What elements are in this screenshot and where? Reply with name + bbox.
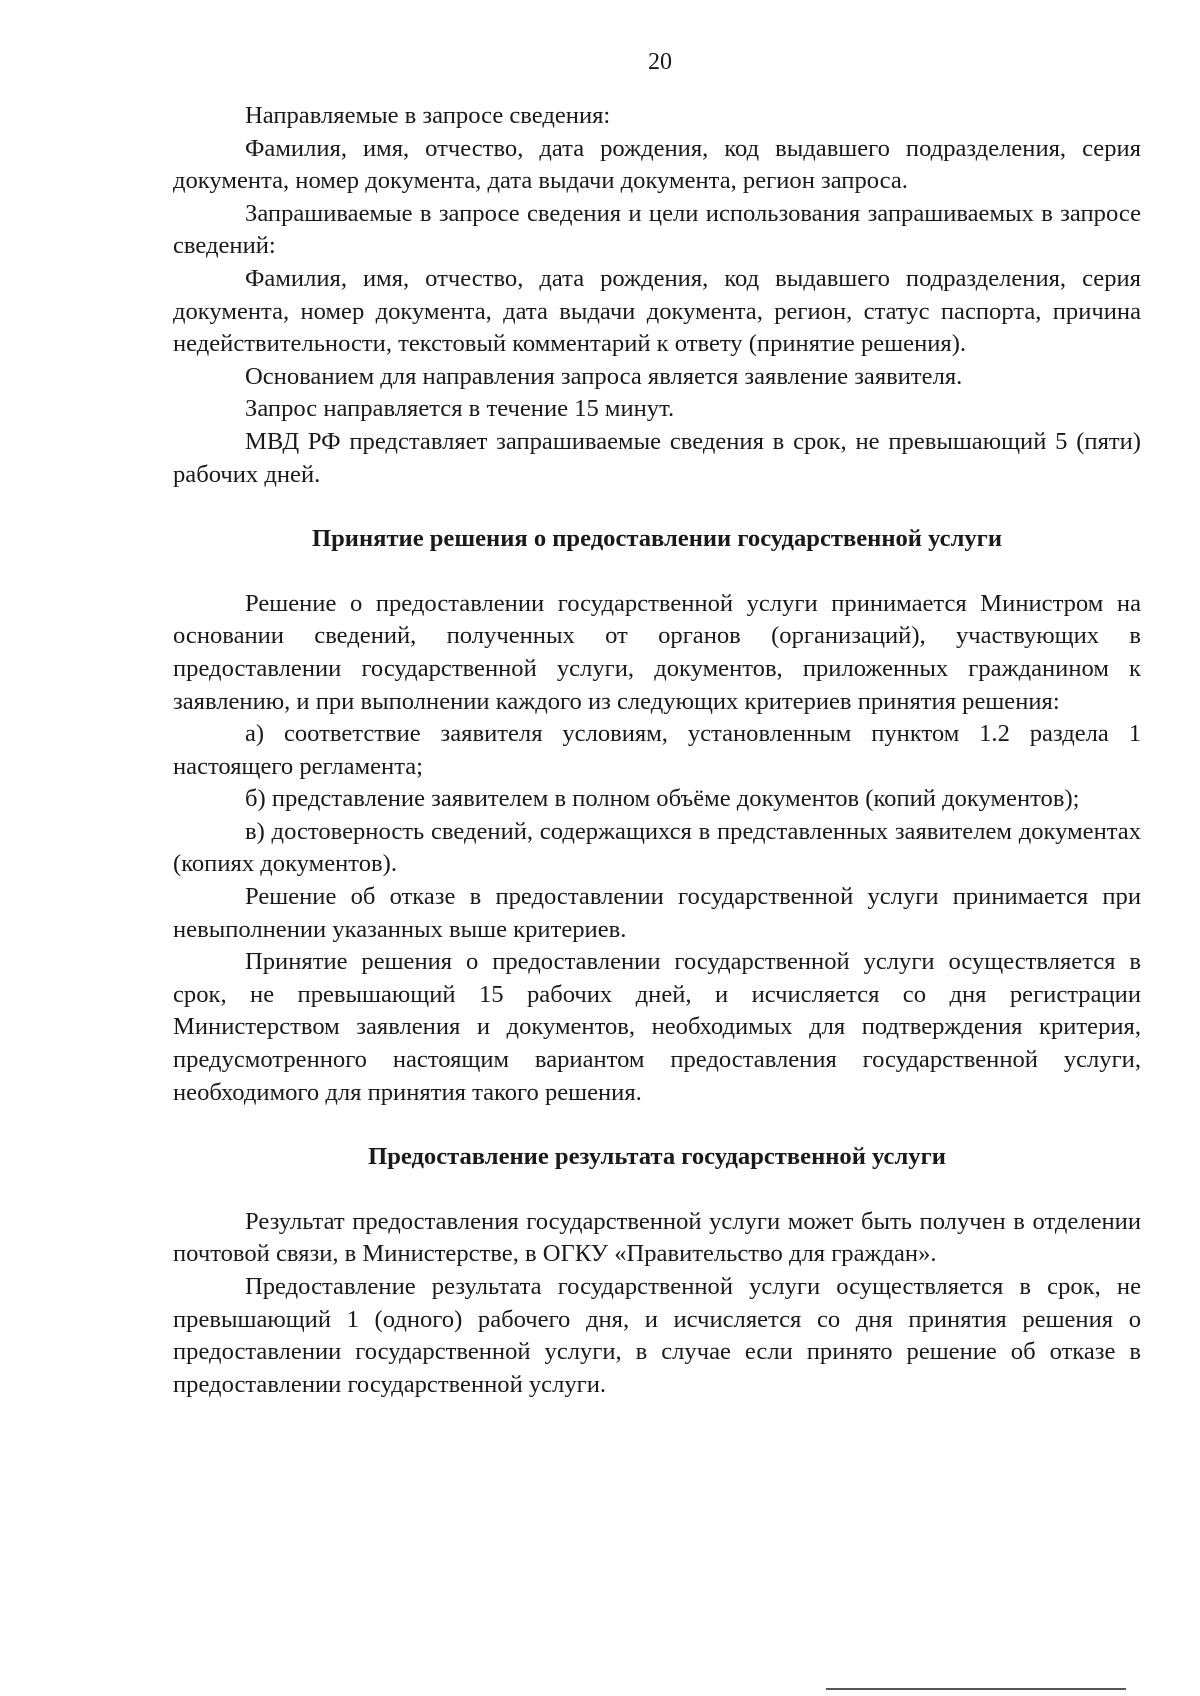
paragraph: Направляемые в запросе сведения: [245,102,611,129]
spacer [173,556,1141,588]
paragraph: Фамилия, имя, отчество, дата рождения, код выдавшего подразделения, серия документа, номер документа, дата выдачи документа, регион запроса. [173,134,1141,195]
document-body [173,100,1141,1401]
paragraph: Предоставление результата государственной услуги осуществляется в срок, не превышающий 1 (одного) рабочего дня, и исчисляется со дня принятия решения о предоставлении государственной услуги, в случае если принято решение об отказе в предоставлении государственной услуги. [173,1273,1141,1398]
paragraph: Запрос направляется в течение 15 минут. [245,395,675,423]
paragraph: а) соответствие заявителя условиям, установленным пунктом 1.2 раздела 1 настоящего регламента; [173,720,1141,780]
spacer [173,1174,1141,1206]
section-heading-decision: Принятие решения о предоставлении государственной услуги [311,525,1003,553]
paragraph: Решение о предоставлении государственной услуги принимается Министром на основании сведений, полученных от органов (организаций), участвующих в предоставлении государственной услуги, документов, приложенных гражданином к заявлению, и при выполнении каждого из следующих критериев принятия решения: [173,589,1141,715]
paragraph: МВД РФ представляет запрашиваемые сведения в срок, не превышающий 5 (пяти) рабочих дней. [173,427,1141,488]
spacer [173,1109,1141,1141]
paragraph: в) достоверность сведений, содержащихся в представленных заявителем документах (копиях документов). [173,817,1141,878]
section-heading-result: Предоставление результата государственной услуги [368,1143,946,1171]
paragraph: Запрашиваемые в запросе сведения и цели использования запрашиваемых в запросе сведений: [173,199,1141,260]
paragraph: Решение об отказе в предоставлении государственной услуги принимается при невыполнении указанных выше критериев. [173,883,1141,943]
paragraph: Результат предоставления государственной услуги может быть получен в отделении почтовой связи, в Министерстве, в ОГКУ «Правительство для граждан». [173,1207,1141,1268]
paragraph: Фамилия, имя, отчество, дата рождения, код выдавшего подразделения, серия документа, номер документа, дата выдачи документа, регион, статус паспорта, причина недействительности, текстовый комментарий к ответу (принятие решения). [173,264,1141,358]
paragraph: Основанием для направления запроса является заявление заявителя. [245,362,963,390]
footer-rule [826,1688,1126,1690]
spacer [173,491,1141,523]
paragraph: Принятие решения о предоставлении государственной услуги осуществляется в срок, не превышающий 15 рабочих дней, и исчисляется со дня регистрации Министерством заявления и документов, необходимых для подтверждения критерия, предусмотренного настоящим вариантом предоставления государственной услуги, необходимого для принятия такого решения. [173,948,1141,1106]
page-number: 20 [648,49,672,75]
paragraph: б) представление заявителем в полном объёме документов (копий документов); [245,785,1080,813]
